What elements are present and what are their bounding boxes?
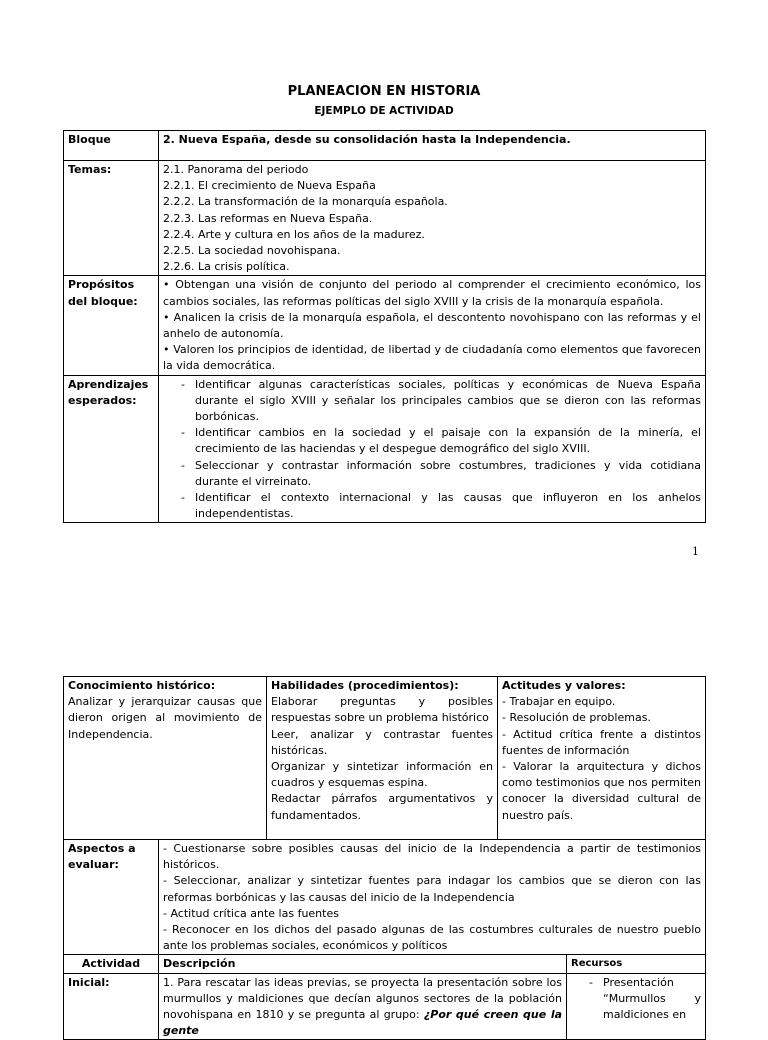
recursos-cell (567, 973, 706, 1040)
habilidad-item: Elaborar preguntas y posibles respuestas sobre un problema histórico (271, 695, 494, 725)
tema-item: 2.2.5. La sociedad novohispana. (163, 244, 341, 258)
aprendizaje-item: - Identificar el contexto internacional y las causas que influyeron en los anhelos independentistas. (163, 490, 701, 522)
recurso-item: - Presentación “Murmullos y maldiciones en (571, 975, 701, 1024)
activity-table (63, 676, 706, 1040)
bloque-value: 2. Nueva España, desde su consolidación hasta la Independencia. (159, 131, 706, 161)
proposito-item: • Analicen la crisis de la monarquía española, el descontento novohispano con las reformas y el anhelo de autonomía. (163, 310, 701, 341)
habilidad-item: Redactar párrafos argumentativos y fundamentados. (271, 792, 494, 822)
habilidad-item: Leer, analizar y contrastar fuentes históricas. (271, 727, 494, 757)
col-header-recursos: Recursos (567, 955, 706, 973)
actitud-item: - Valorar la arquitectura y dichos como testimonios que nos permiten conocer la diversidad cultural de nuestro país. (502, 760, 702, 822)
conocimiento-text: Analizar y jerarquizar causas que dieron origen al movimiento de Independencia. (68, 695, 263, 741)
tema-item: 2.2.2. La transformación de la monarquía española. (163, 195, 448, 209)
tema-item: 2.2.1. El crecimiento de Nueva España (163, 179, 376, 193)
aprendizajes-list (159, 375, 706, 523)
aspecto-item: - Cuestionarse sobre posibles causas del inicio de la Independencia a partir de testimonios históricos. (163, 842, 702, 872)
aspectos-label: Aspectos a evaluar: (64, 840, 159, 955)
actitudes-label: Actitudes y valores: (502, 679, 626, 692)
tema-item: 2.2.3. Las reformas en Nueva España. (163, 211, 373, 225)
inicial-label: Inicial: (64, 973, 159, 1040)
habilidades-cell (267, 677, 498, 840)
tema-item: 2.2.4. Arte y cultura en los años de la madurez. (163, 227, 425, 241)
aprendizaje-item: - Identificar cambios en la sociedad y el paisaje con la expansión de la minería, el crecimiento de las haciendas y el despegue demográfico del siglo XVIII. (163, 425, 701, 457)
col-header-descripcion: Descripción (159, 955, 567, 973)
document-subtitle: EJEMPLO DE ACTIVIDAD (314, 105, 454, 117)
actitud-item: - Resolución de problemas. (502, 711, 651, 725)
bloque-label: Bloque (64, 131, 159, 161)
inicial-question: ¿Por qué creen que la gente (163, 1008, 563, 1038)
col-header-actividad: Actividad (64, 955, 159, 973)
tema-item: 2.2.6. La crisis política. (163, 260, 290, 274)
aspecto-item: - Seleccionar, analizar y sintetizar fuentes para indagar los cambios que se dieron con las reformas borbónicas y las causas del inicio de la Independencia (163, 874, 702, 904)
actitudes-cell (498, 677, 706, 840)
page-number: 1 (692, 545, 699, 558)
actitud-item: - Actitud crítica frente a distintos fuentes de información (502, 727, 702, 757)
planning-table (63, 130, 706, 523)
document-title: PLANEACION EN HISTORIA (287, 84, 481, 99)
habilidades-label: Habilidades (procedimientos): (271, 679, 459, 692)
aprendizaje-item: - Identificar algunas características sociales, políticas y económicas de Nueva España durante el siglo XVIII y señalar los principales cambios que se dieron con las reformas borbónicas. (163, 377, 701, 426)
conocimiento-cell (64, 677, 267, 840)
actitud-item: - Trabajar en equipo. (502, 695, 616, 709)
proposito-item: • Valoren los principios de identidad, de libertad y de ciudadanía como elementos que favorecen la vida democrática. (163, 343, 701, 373)
aspecto-item: - Actitud crítica ante las fuentes (163, 906, 339, 920)
aspecto-item: - Reconocer en los dichos del pasado algunas de las costumbres culturales de nuestro pueblo ante los problemas sociales, económicos y políticos (163, 923, 702, 953)
aspectos-list (159, 840, 706, 955)
temas-label: Temas: (64, 161, 159, 276)
aprendizaje-item: - Seleccionar y contrastar información sobre costumbres, tradiciones y vida cotidiana durante el virreinato. (163, 458, 701, 490)
inicial-text: 1. Para rescatar las ideas previas, se proyecta la presentación sobre los murmullos y maldiciones que decían algunos sectores de la población novohispana en 1810 y se pregunta al grupo: (163, 975, 563, 1022)
inicial-description (159, 973, 567, 1040)
tema-item: 2.1. Panorama del periodo (163, 163, 309, 176)
proposito-item: • Obtengan una visión de conjunto del periodo al comprender el crecimiento económico, los cambios sociales, las reformas políticas del siglo XVIII y la crisis de la monarquía española. (163, 278, 701, 308)
conocimiento-label: Conocimiento histórico: (68, 679, 216, 692)
propositos-label: Propósitos del bloque: (64, 276, 159, 375)
temas-list (159, 161, 706, 276)
propositos-list (159, 276, 706, 375)
aprendizajes-label: Aprendizajes esperados: (64, 375, 159, 523)
habilidad-item: Organizar y sintetizar información en cuadros y esquemas espina. (271, 760, 494, 790)
